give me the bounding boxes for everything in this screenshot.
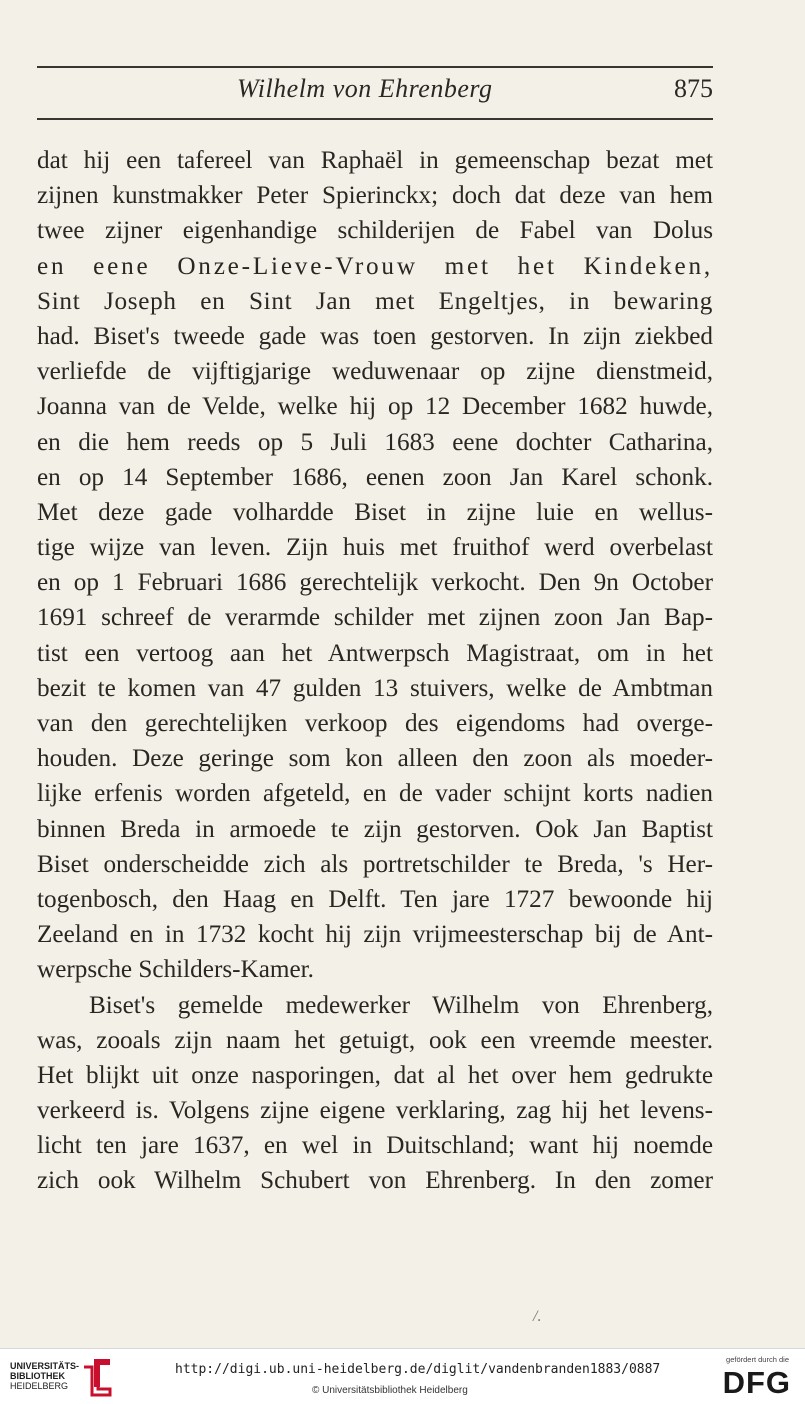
text-line: verliefde de vijftigjarige weduwenaar op zijne dienstmeid, xyxy=(37,358,713,386)
text-line: Zeeland en in 1732 kocht hij zijn vrijmeesterschap bij de Ant- xyxy=(37,921,713,949)
text-line: zich ook Wilhelm Schubert von Ehrenberg. In den zomer xyxy=(37,1167,713,1195)
text-line: had. Biset's tweede gade was toen gestorven. In zijn ziekbed xyxy=(37,322,713,350)
text-line: werpsche Schilders-Kamer. xyxy=(37,956,314,984)
library-logo-icon xyxy=(80,1357,112,1397)
text-line: togenbosch, den Haag en Delft. Ten jare 1727 bewoonde hij xyxy=(37,885,713,913)
permalink-url[interactable]: http://digi.ub.uni-heidelberg.de/diglit/vandenbranden1883/0887 xyxy=(175,1362,661,1377)
text-line: en eene Onze-Lieve-Vrouw met het Kindeken, xyxy=(37,252,713,280)
text-line: en op 1 Februari 1686 gerechtelijk verkocht. Den 9n October xyxy=(37,569,713,597)
header-rule-bottom xyxy=(37,118,713,120)
dfg-logo: DFG xyxy=(722,1365,791,1400)
text-line: binnen Breda in armoede te zijn gestorven. Ook Jan Baptist xyxy=(37,815,713,843)
library-name-line: HEIDELBERG xyxy=(10,1381,69,1391)
dfg-caption: gefördert durch die xyxy=(726,1355,789,1364)
page-number: 875 xyxy=(674,74,713,103)
library-name xyxy=(10,1361,79,1391)
text-line: dat hij een tafereel van Raphaël in gemeenschap bezat met xyxy=(37,147,713,174)
text-line: tist een vertoog aan het Antwerpsch Magistraat, om in het xyxy=(37,639,713,667)
running-head xyxy=(37,72,713,112)
text-line: Met deze gade volhardde Biset in zijne luie en wellus- xyxy=(37,498,713,526)
viewer-footer xyxy=(0,1348,805,1404)
running-title: Wilhelm von Ehrenberg xyxy=(237,74,493,103)
text-line: 1691 schreef de verarmde schilder met zijnen zoon Jan Bap- xyxy=(37,604,713,632)
text-line: zijnen kunstmakker Peter Spierinckx; doch dat deze van hem xyxy=(37,182,713,210)
text-line: licht ten jare 1637, en wel in Duitschland; want hij noemde xyxy=(37,1132,713,1160)
text-line: van den gerechtelijken verkoop des eigendoms had overge- xyxy=(37,710,713,737)
text-line: Joanna van de Velde, welke hij op 12 December 1682 huwde, xyxy=(37,393,713,421)
text-line: houden. Deze geringe som kon alleen den zoon als moeder- xyxy=(37,745,713,773)
header-rule-top xyxy=(37,66,713,68)
text-line: bezit te komen van 47 gulden 13 stuivers, welke de Ambtman xyxy=(37,674,713,702)
library-name-line: UNIVERSITÄTS- xyxy=(10,1361,80,1371)
body-text xyxy=(37,143,713,1199)
stray-mark: /. xyxy=(533,1308,542,1325)
text-line: twee zijner eigenhandige schilderijen de Fabel van Dolus xyxy=(37,217,713,245)
text-line: Biset onderscheidde zich als portretschilder te Breda, 's Her- xyxy=(37,850,713,878)
text-line: tige wijze van leven. Zijn huis met fruithof werd overbelast xyxy=(37,534,713,562)
text-line: Biset's gemelde medewerker Wilhelm von Ehrenberg, xyxy=(89,991,713,1019)
text-line: was, zooals zijn naam het getuigt, ook een vreemde meester. xyxy=(37,1026,713,1054)
text-line: Het blijkt uit onze nasporingen, dat al het over hem gedrukte xyxy=(37,1061,713,1089)
copyright-text: © Universitätsbibliothek Heidelberg xyxy=(312,1385,468,1396)
text-line: Sint Joseph en Sint Jan met Engeltjes, in bewaring xyxy=(37,287,713,315)
text-line: lijke erfenis worden afgeteld, en de vader schijnt korts nadien xyxy=(37,780,713,808)
library-name-line: BIBLIOTHEK xyxy=(10,1371,65,1381)
text-line: verkeerd is. Volgens zijne eigene verklaring, zag hij het levens- xyxy=(37,1097,713,1125)
text-line: en op 14 September 1686, eenen zoon Jan Karel schonk. xyxy=(37,463,713,491)
text-line: en die hem reeds op 5 Juli 1683 eene dochter Catharina, xyxy=(37,428,713,456)
